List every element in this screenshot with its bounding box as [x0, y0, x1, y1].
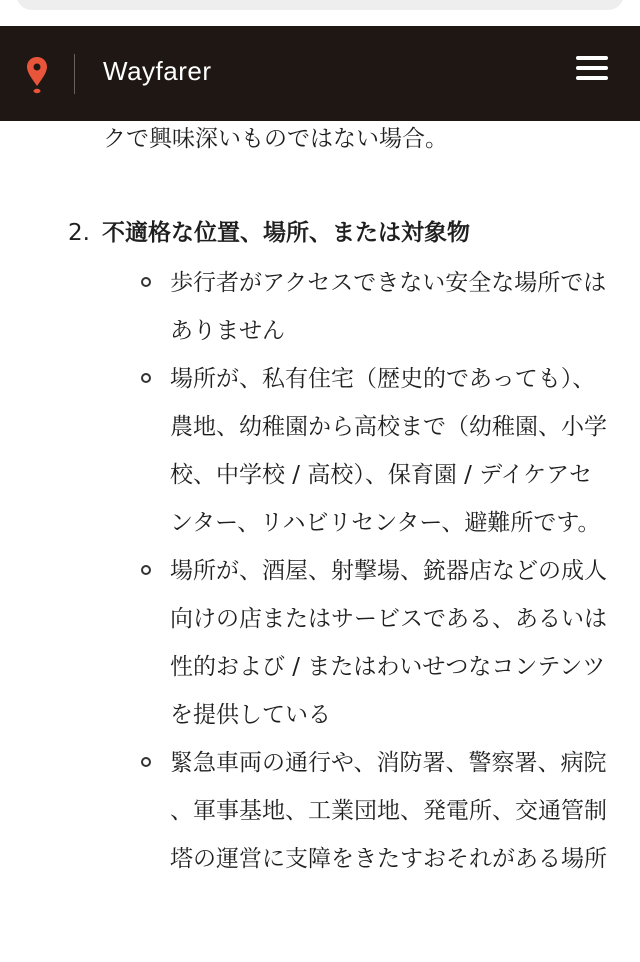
address-bar[interactable] — [16, 0, 624, 10]
list-item — [0, 259, 640, 355]
circle-bullet-icon — [141, 757, 151, 767]
list-number: 2. — [68, 220, 90, 246]
circle-bullet-icon — [141, 373, 151, 383]
menu-button[interactable] — [574, 56, 610, 86]
map-pin-icon[interactable] — [26, 56, 48, 94]
list-item-text: 場所が、私有住宅（歴史的であっても）、農地、幼稚園から高校まで（幼稚園、小学校、中学校 / 高校）、保育園 / デイケアセンター、リハビリセンター、避難所です。 — [170, 366, 607, 536]
sub-list — [0, 259, 640, 883]
hamburger-icon — [576, 56, 608, 60]
list-item — [0, 739, 640, 883]
list-item-title: 不適格な位置、場所、または対象物 — [102, 220, 470, 246]
paragraph-tail: クで興味深いものではない場合。 — [103, 126, 448, 152]
header-divider — [74, 54, 75, 94]
list-item — [0, 547, 640, 739]
list-item-text: 歩行者がアクセスできない安全な場所ではありません — [170, 270, 607, 344]
list-item — [0, 355, 640, 547]
list-item-2 — [68, 209, 628, 257]
browser-chrome — [0, 0, 640, 26]
circle-bullet-icon — [141, 565, 151, 575]
brand-logo-text[interactable]: Wayfarer — [103, 56, 212, 86]
article-content — [0, 121, 640, 962]
list-item-text: 場所が、酒屋、射撃場、銃器店などの成人向けの店またはサービスである、あるいは性的および / またはわいせつなコンテンツを提供している — [170, 558, 607, 728]
circle-bullet-icon — [141, 277, 151, 287]
list-item-text: 緊急車両の通行や、消防署、警察署、病院、軍事基地、工業団地、発電所、交通管制塔の運営に支障をきたすおそれがある場所 — [170, 750, 607, 872]
site-header — [0, 26, 640, 121]
